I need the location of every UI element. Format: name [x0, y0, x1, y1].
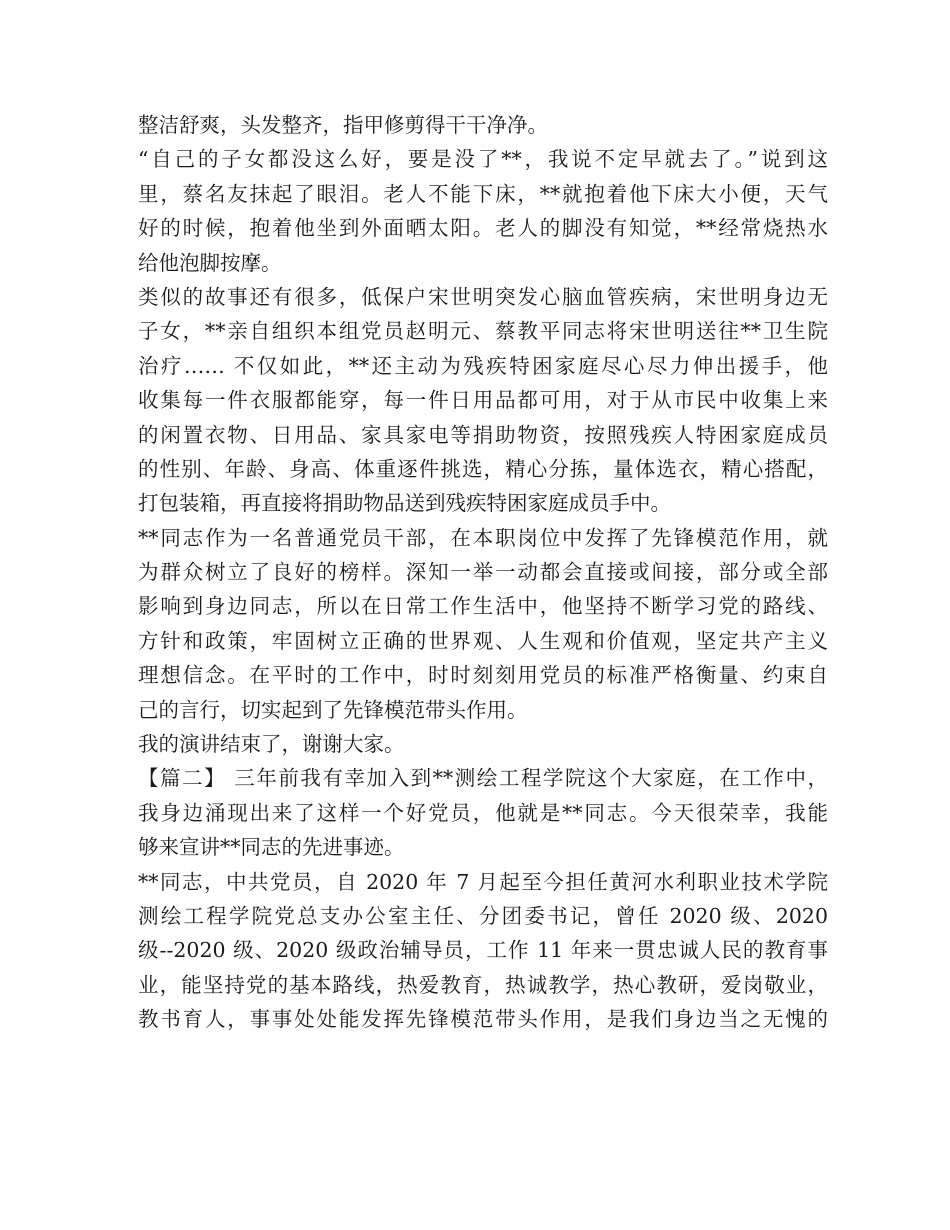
- text-line: 打包装箱，再直接将捐助物品送到残疾特困家庭成员手中。: [138, 491, 671, 516]
- text-line: **同志作为一名普通党员干部，在本职岗位中发挥了先锋模范作用，就: [138, 525, 828, 550]
- text-line: 测绘工程学院党总支办公室主任、分团委书记，曾任 2020 级、2020: [138, 903, 828, 928]
- text-line: 整洁舒爽，头发整齐，指甲修剪得干干净净。: [138, 113, 548, 137]
- text-line: 够来宣讲**同志的先进事迹。: [138, 835, 405, 860]
- text-line: 我的演讲结束了，谢谢大家。: [138, 732, 405, 757]
- text-line: 好的时候，抱着他坐到外面晒太阳。老人的脚没有知觉，**经常烧热水: [138, 216, 828, 241]
- text-line: 里，蔡名友抹起了眼泪。老人不能下床，**就抱着他下床大小便，天气: [138, 181, 828, 206]
- text-line: 为群众树立了良好的榜样。深知一举一动都会直接或间接，部分或全部: [138, 560, 828, 585]
- text-line: 我身边涌现出来了这样一个好党员，他就是**同志。今天很荣幸，我能: [138, 800, 828, 825]
- text-line: 级--2020 级、2020 级政治辅导员，工作 11 年来一贯忠诚人民的教育事: [138, 938, 828, 963]
- text-line: 理想信念。在平时的工作中，时时刻刻用党员的标准严格衡量、约束自: [138, 663, 828, 688]
- text-line: 治疗…… 不仅如此，**还主动为残疾特困家庭尽心尽力伸出援手，他: [138, 353, 828, 378]
- text-line: **同志，中共党员，自 2020 年 7 月起至今担任黄河水利职业技术学院: [138, 869, 828, 894]
- text-line: 教书育人，事事处处能发挥先锋模范带头作用，是我们身边当之无愧的: [138, 1007, 828, 1032]
- text-line: 己的言行，切实起到了先锋模范带头作用。: [138, 697, 528, 722]
- text-line: “自己的子女都没这么好，要是没了**，我说不定早就去了。”说到这: [138, 147, 828, 172]
- text-line: 的性别、年龄、身高、体重逐件挑选，精心分拣，量体选衣，精心搭配，: [138, 456, 828, 481]
- document-body: [138, 108, 828, 1037]
- text-line: 子女，**亲自组织本组党员赵明元、蔡教平同志将宋世明送往**卫生院: [138, 319, 828, 344]
- text-line: 方针和政策，牢固树立正确的世界观、人生观和价值观，坚定共产主义: [138, 628, 828, 653]
- text-line: 的闲置衣物、日用品、家具家电等捐助物资，按照残疾人特困家庭成员: [138, 422, 828, 447]
- text-line: 业，能坚持党的基本路线，热爱教育，热诚教学，热心教研，爱岗敬业，: [138, 972, 828, 997]
- text-line: 给他泡脚按摩。: [138, 250, 282, 275]
- text-line: 类似的故事还有很多，低保户宋世明突发心脑血管疾病，宋世明身边无: [138, 284, 828, 309]
- text-line: 【篇二】 三年前我有幸加入到**测绘工程学院这个大家庭，在工作中，: [138, 766, 828, 791]
- text-line: 影响到身边同志，所以在日常工作生活中，他坚持不断学习党的路线、: [138, 594, 828, 619]
- text-line: 收集每一件衣服都能穿，每一件日用品都可用，对于从市民中收集上来: [138, 388, 828, 413]
